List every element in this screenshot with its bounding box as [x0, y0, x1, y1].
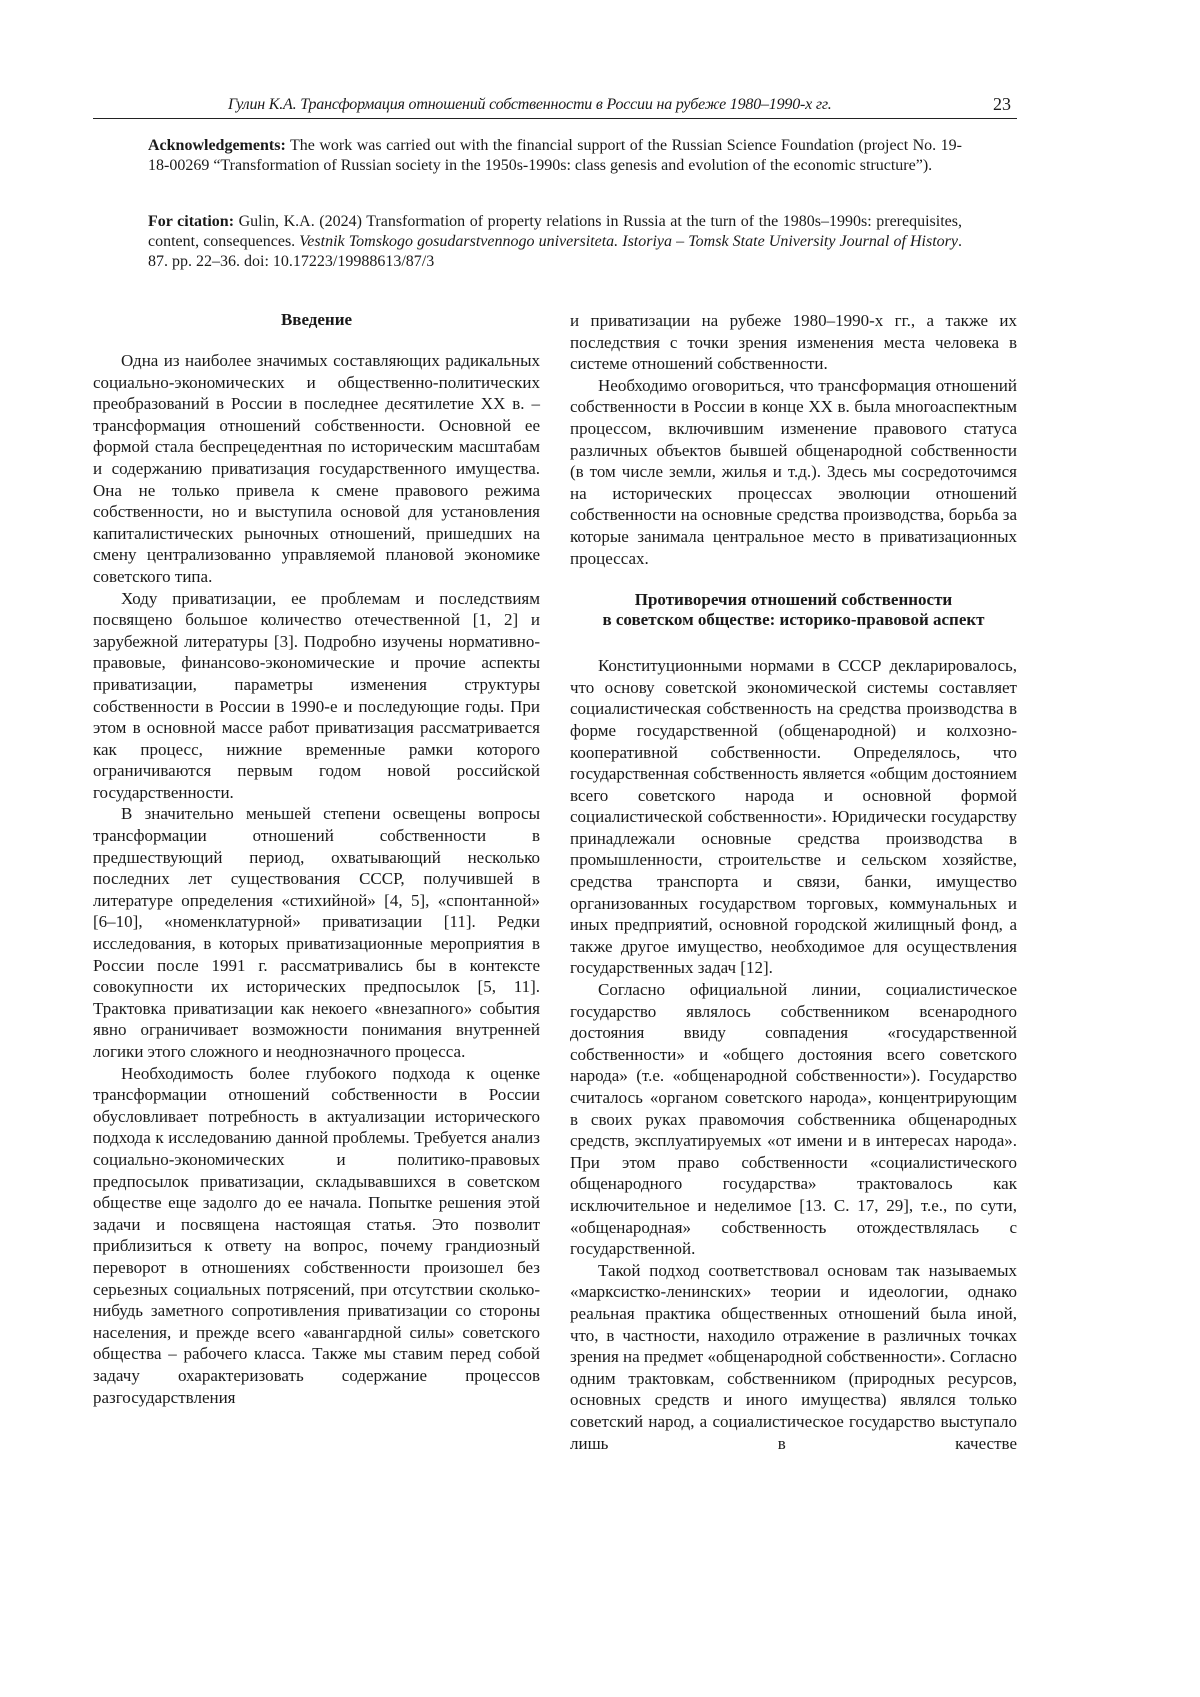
- citation-details: . 87. pp. 22–36. doi: 10.17223/19988613/87/3: [148, 233, 962, 270]
- running-title: Гулин К.А. Трансформация отношений собственности в России на рубеже 1980–1990-х гг.: [228, 96, 832, 114]
- paragraph: В значительно меньшей степени освещены вопросы трансформации отношений собственности в предшествующий период, охватывающий несколько последних лет существования СССР, получившей в литературе определения «стихийной» [4, 5], «спонтанной» [6–10], «номенклатурной» приватизации [11]. Редки исследования, в которых приватизационные мероприятия в России после 1991 г. рассматривались бы в контексте совокупности их исторических предпосылок [5, 11]. Трактовка приватизации как некоего «внезапного» события явно ограничивает возможности понимания внутренней логики этого сложного и неоднозначного процесса.: [93, 803, 540, 1062]
- section-heading-introduction: Введение: [93, 310, 540, 330]
- acknowledgements: [148, 136, 962, 176]
- paragraph: Такой подход соответствовал основам так называемых «марксистко-ленинских» теории и идеологии, однако реальная практика общественных отношений была иной, что, в частности, находило отражение в различных точках зрения на предмет «общенародной собственности». Согласно одним трактовкам, собственником (природных ресурсов, основных средств и иного имущества) являлся только советский народ, а социалистическое государство выступало лишь в качестве: [570, 1260, 1017, 1454]
- citation-text: Gulin, K.A. (2024) Transformation of property relations in Russia at the turn of the 1980s–1990s: prerequisites, content, consequences.: [148, 213, 962, 250]
- section-heading-contradictions: [570, 590, 1017, 630]
- paragraph: Конституционными нормами в СССР декларировалось, что основу советской экономической системы составляет социалистическая собственность на средства производства в форме государственной (общенародной) и колхозно-кооперативной собственности. Определялось, что государственная собственность является «общим достоянием всего советского народа и основной формой социалистической собственности». Юридически государству принадлежали основные средства производства в промышленности, строительстве и сельском хозяйстве, средства транспорта и связи, банки, имущество организованных государством торговых, коммунальных и иных предприятий, основной городской жилищный фонд, а также другое имущество, необходимое для осуществления государственных задач [12].: [570, 655, 1017, 979]
- citation-label: For citation:: [148, 213, 234, 230]
- acknowledgements-label: Acknowledgements:: [148, 137, 286, 154]
- heading-line: Противоречия отношений собственности: [635, 590, 952, 609]
- heading-line: в советском обществе: историко-правовой аспект: [602, 610, 984, 629]
- paragraph: Одна из наиболее значимых составляющих радикальных социально-экономических и общественно-политических преобразований в России в последнее десятилетие XX в. – трансформация отношений собственности. Основной ее формой стала беспрецедентная по историческим масштабам и содержанию приватизация государственного имущества. Она не только привела к смене правового режима собственности, но и выступила основой для установления капиталистических рыночных отношений, пришедших на смену централизованно управляемой плановой экономике советского типа.: [93, 350, 540, 588]
- acknowledgements-text: The work was carried out with the financial support of the Russian Science Foundation (project No. 19-18-00269 “Transformation of Russian society in the 1950s-1990s: class genesis and evolution of the economic structure”).: [148, 137, 962, 174]
- paragraph: Необходимо оговориться, что трансформация отношений собственности в России в конце XX в. была многоаспектным процессом, включившим изменение правового статуса различных объектов бывшей общенародной собственности (в том числе земли, жилья и т.д.). Здесь мы сосредоточимся на исторических процессах эволюции отношений собственности на основные средства производства, борьба за которые занимала центральное место в приватизационных процессах.: [570, 375, 1017, 569]
- paragraph: Ходу приватизации, ее проблемам и последствиям посвящено большое количество отечественной [1, 2] и зарубежной литературы [3]. Подробно изучены нормативно-правовые, финансово-экономические и прочие аспекты приватизации, параметры изменения структуры собственности в России в 1990-е и последующие годы. При этом в основной массе работ приватизация рассматривается как процесс, нижние временные рамки которого ограничиваются первым годом новой российской государственности.: [93, 588, 540, 804]
- paragraph-continued: и приватизации на рубеже 1980–1990-х гг., а также их последствия с точки зрения изменения места человека в системе отношений собственности.: [570, 310, 1017, 375]
- right-column: [570, 310, 1017, 1454]
- page-number: 23: [993, 94, 1011, 115]
- citation: [148, 212, 962, 272]
- paragraph: Согласно официальной линии, социалистическое государство являлось собственником всенародного достояния ввиду совпадения «государственной собственности» и «общего достояния всего советского народа» (т.е. «общенародной собственности»). Государство считалось «органом советского народа», концентрирующим в своих руках правомочия собственника общенародных средств, эксплуатируемых «от имени и в интересах народа». При этом право собственности «социалистического общенародного государства» трактовалось как исключительное и неделимое [13. С. 17, 29], т.е., по сути, «общенародная» собственность отождествлялась с государственной.: [570, 979, 1017, 1260]
- citation-journal: Vestnik Tomskogo gosudarstvennogo universiteta. Istoriya – Tomsk State University Journal of History: [299, 233, 958, 250]
- left-column: [93, 310, 540, 1408]
- paragraph: Необходимость более глубокого подхода к оценке трансформации отношений собственности в России обусловливает потребность в актуализации исторического подхода к исследованию данной проблемы. Требуется анализ социально-экономических и политико-правовых предпосылок приватизации, складывавшихся в советском обществе еще задолго до ее начала. Попытке решения этой задачи и посвящена настоящая статья. Это позволит приблизиться к ответу на вопрос, почему грандиозный переворот в отношениях собственности произошел без серьезных социальных потрясений, при отсутствии сколько-нибудь заметного сопротивления приватизации со стороны населения, и прежде всего «авангардной силы» советского общества – рабочего класса. Также мы ставим перед собой задачу охарактеризовать содержание процессов разгосударствления: [93, 1063, 540, 1409]
- running-header: [93, 96, 1017, 119]
